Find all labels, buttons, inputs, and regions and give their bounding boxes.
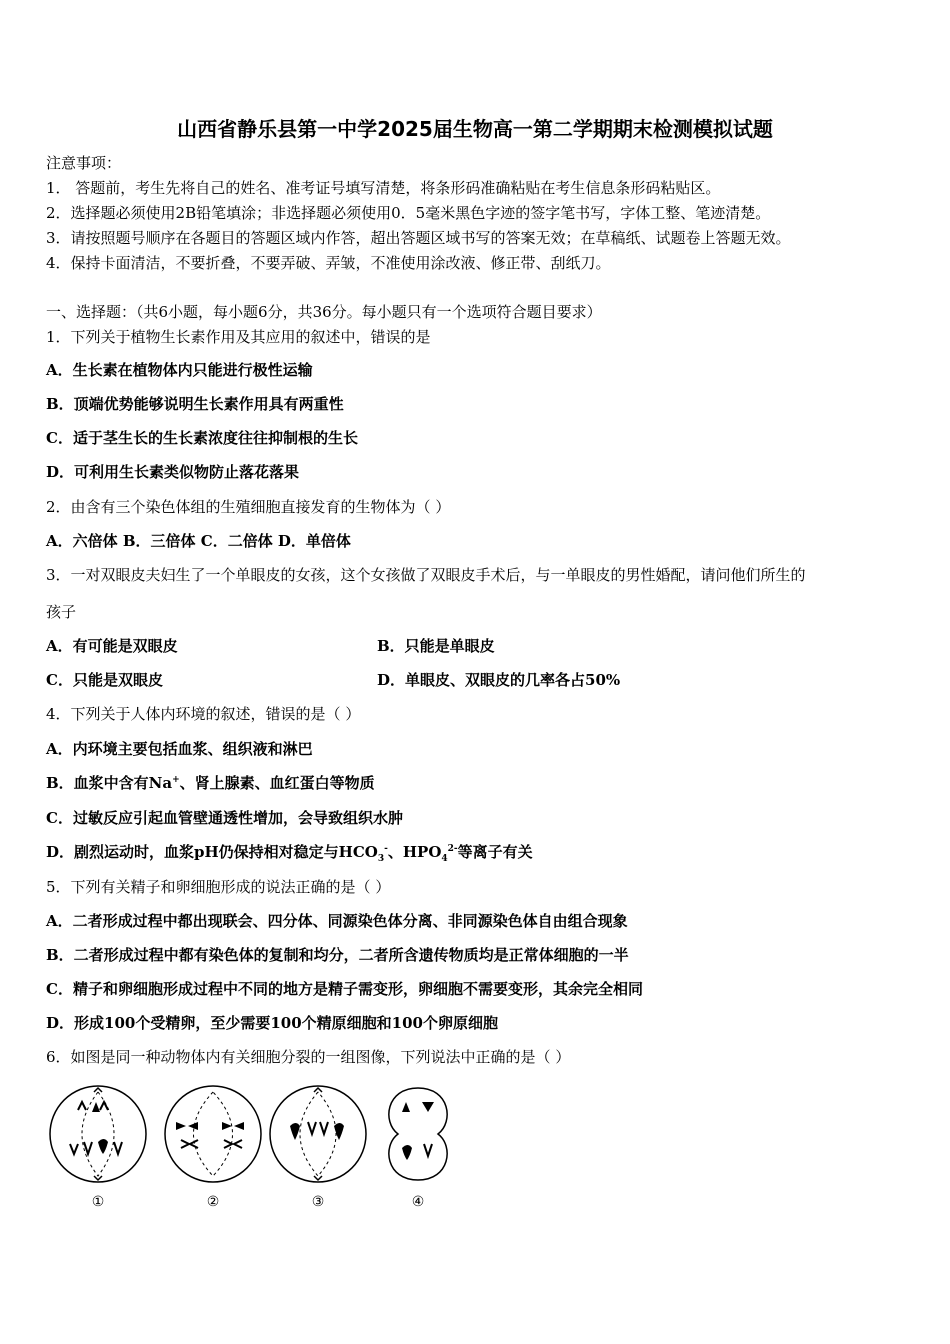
- q2-stem: 2．由含有三个染色体组的生殖细胞直接发育的生物体为（ ）: [46, 498, 451, 516]
- q4-option-b: [46, 772, 375, 793]
- cell-1-diagram: [50, 1086, 146, 1182]
- q1-option-c: C．适于茎生长的生长素浓度往往抑制根的生长: [46, 429, 358, 447]
- q4-b-text-2: 、肾上腺素、血红蛋白等物质: [179, 774, 375, 792]
- q3-stem-line2: 孩子: [46, 603, 77, 621]
- cell-4-diagram: [389, 1088, 447, 1180]
- q3-option-a: A．有可能是双眼皮: [46, 637, 178, 655]
- q4-d-sub-1: 3: [377, 854, 385, 864]
- section-heading: 一、选择题：（共6小题，每小题6分，共36分。每小题只有一个选项符合题目要求）: [46, 303, 602, 321]
- q5-stem: 5．下列有关精子和卵细胞形成的说法正确的是（ ）: [46, 878, 391, 896]
- q3-stem-line1: 3．一对双眼皮夫妇生了一个单眼皮的女孩，这个女孩做了双眼皮手术后，与一单眼皮的男性婚配，请问他们所生的: [46, 566, 806, 584]
- q4-b-sup: +: [172, 775, 180, 785]
- q4-option-c: C．过敏反应引起血管壁通透性增加，会导致组织水肿: [46, 809, 403, 827]
- figure-label-1: ①: [91, 1194, 105, 1210]
- q4-stem: 4．下列关于人体内环境的叙述，错误的是（ ）: [46, 705, 361, 723]
- q4-b-text-1: B．血浆中含有Na: [46, 774, 173, 792]
- cell-3-diagram: [270, 1086, 366, 1182]
- cell-2-diagram: [165, 1086, 261, 1182]
- q4-option-a: A．内环境主要包括血浆、组织液和淋巴: [46, 740, 313, 758]
- q3-option-b: B．只能是单眼皮: [377, 637, 495, 655]
- q1-option-b: B．顶端优势能够说明生长素作用具有两重性: [46, 395, 344, 413]
- q2-options: A．六倍体 B．三倍体 C．二倍体 D．单倍体: [46, 532, 351, 550]
- notice-heading: 注意事项：: [46, 154, 122, 172]
- q1-option-d: D．可利用生长素类似物防止落花落果: [46, 463, 300, 481]
- q5-option-a: A．二者形成过程中都出现联会、四分体、同源染色体分离、非同源染色体自由组合现象: [46, 912, 628, 930]
- q4-d-sup-1: -: [384, 844, 388, 854]
- notice-item-3: 3．请按照题号顺序在各题目的答题区域内作答，超出答题区域书写的答案无效；在草稿纸、试题卷上答题无效。: [46, 229, 791, 247]
- q4-d-sub-2: 4: [441, 854, 448, 864]
- q4-d-text-2: 、HPO: [387, 843, 442, 861]
- notice-item-4: 4．保持卡面清洁，不要折叠，不要弄破、弄皱，不准使用涂改液、修正带、刮纸刀。: [46, 254, 611, 272]
- q1-option-a: A．生长素在植物体内只能进行极性运输: [46, 361, 313, 379]
- q4-d-sup-2: 2-: [447, 844, 458, 854]
- figure-label-4: ④: [411, 1194, 425, 1210]
- q5-option-b: B．二者形成过程中都有染色体的复制和均分，二者所含遗传物质均是正常体细胞的一半: [46, 946, 629, 964]
- notice-item-1: 1． 答题前，考生先将自己的姓名、准考证号填写清楚，将条形码准确粘贴在考生信息条形码粘贴区。: [46, 179, 721, 197]
- q6-stem: 6．如图是同一种动物体内有关细胞分裂的一组图像，下列说法中正确的是（ ）: [46, 1048, 571, 1066]
- q3-option-c: C．只能是双眼皮: [46, 671, 163, 689]
- page-title: 山西省静乐县第一中学2025届生物高一第二学期期末检测模拟试题: [177, 117, 773, 141]
- notice-item-2: 2．选择题必须使用2B铅笔填涂；非选择题必须使用0．5毫米黑色字迹的签字笔书写，字体工整、笔迹清楚。: [46, 204, 771, 222]
- figure-label-3: ③: [311, 1194, 325, 1210]
- q4-d-text-1: D．剧烈运动时，血浆pH仍保持相对稳定与HCO: [46, 843, 378, 861]
- q4-d-text-3: 等离子有关: [457, 843, 533, 861]
- cell-division-figure: [46, 1082, 466, 1214]
- q4-option-d: [46, 841, 533, 864]
- q1-stem: 1．下列关于植物生长素作用及其应用的叙述中，错误的是: [46, 328, 431, 346]
- q5-option-d: D．形成100个受精卵，至少需要100个精原细胞和100个卵原细胞: [46, 1014, 498, 1032]
- q3-option-d: D．单眼皮、双眼皮的几率各占50%: [377, 671, 621, 689]
- q5-option-c: C．精子和卵细胞形成过程中不同的地方是精子需变形，卵细胞不需要变形，其余完全相同: [46, 980, 643, 998]
- figure-label-2: ②: [206, 1194, 220, 1210]
